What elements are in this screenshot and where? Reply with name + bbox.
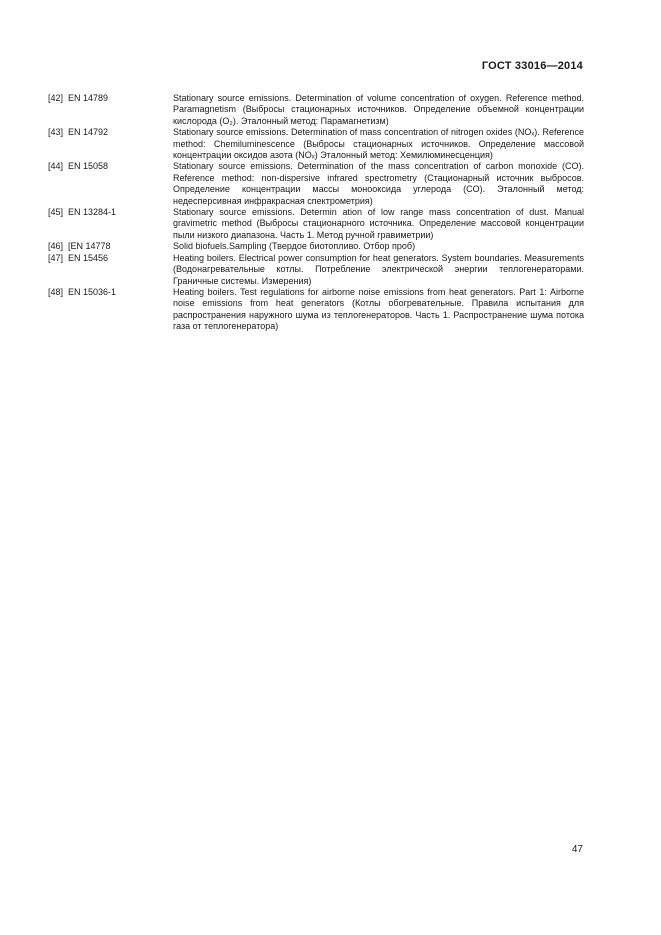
bibliography-list [48,93,584,333]
reference-number: [42] [48,93,64,103]
standard-designation: ГОСТ 33016—2014 [481,60,583,72]
reference-item [48,127,584,161]
reference-number: [45] [48,207,64,218]
reference-number: [43] [48,127,64,138]
page-number: 47 [571,844,583,855]
document-header [482,60,583,72]
reference-code: EN 15456 [68,252,109,263]
reference-number: [48] [48,286,64,297]
reference-code: EN 14789 [68,93,109,103]
reference-number: [44] [48,161,64,172]
reference-text: Solid biofuels.Sampling (Твердое биотопливо. Отбор проб) [173,241,416,252]
reference-text: Heating boilers. Test regulations for airborne noise emissions from heat generators. Part 1: Airborne noise emissions from heat generators (Котлы обогревательные. Правила испытания для распространения наружного шума из теплогенераторов. Часть 1. Распространение шума потока газа от теплогенератора) [173,286,584,332]
reference-code: EN 13284-1 [68,207,117,218]
reference-item [48,253,584,287]
reference-item [48,207,584,241]
reference-text: Stationary source emissions. Determin ation of low range mass concentration of dust. Manual gravimetric method (Выбросы стационарного источника. Определение массовой концентрации пыли низкого диапазона. Часть 1. Метод ручной гравиметрии) [173,207,584,240]
reference-item [48,241,584,252]
reference-text: Stationary source emissions. Determination of mass concentration of nitrogen oxides (NOₓ). Reference method: Chemiluminescence (Выбросы стационарных источников. Определение массовой концентрации оксидов азота (NOₓ) Эталонный метод: Хемилюминесценция) [173,127,584,161]
reference-number: [46] [48,241,64,252]
reference-code: [EN 14778 [68,241,111,252]
reference-item [48,93,584,127]
reference-number: [47] [48,252,64,263]
reference-item [48,161,584,207]
reference-code: EN 15058 [68,161,109,172]
reference-code: EN 14792 [68,127,109,138]
reference-text: Stationary source emissions. Determination of the mass concentration of carbon monoxide (CO). Reference method: non-dispersive infrared spectrometry (Стационарный источник выбросов. Определение концентрации массы монооксида углерода (CO). Эталонный метод: недесперсивная инфракрасная спектрометрия) [173,161,584,206]
reference-text: Heating boilers. Electrical power consumption for heat generators. System boundaries. Measurements (Водонагревательные котлы. Потребление электрической энергии теплогенераторами. Граничные системы. Измерения) [173,252,584,286]
reference-text: Stationary source emissions. Determination of volume concentration of oxygen. Reference method. Paramagnetism (Выбросы стационарных источников. Определение объемной концентрации кислорода (O₂). Эталонный метод: Парамагнетизм) [173,93,584,126]
reference-code: EN 15036-1 [68,286,117,297]
reference-item [48,287,584,333]
